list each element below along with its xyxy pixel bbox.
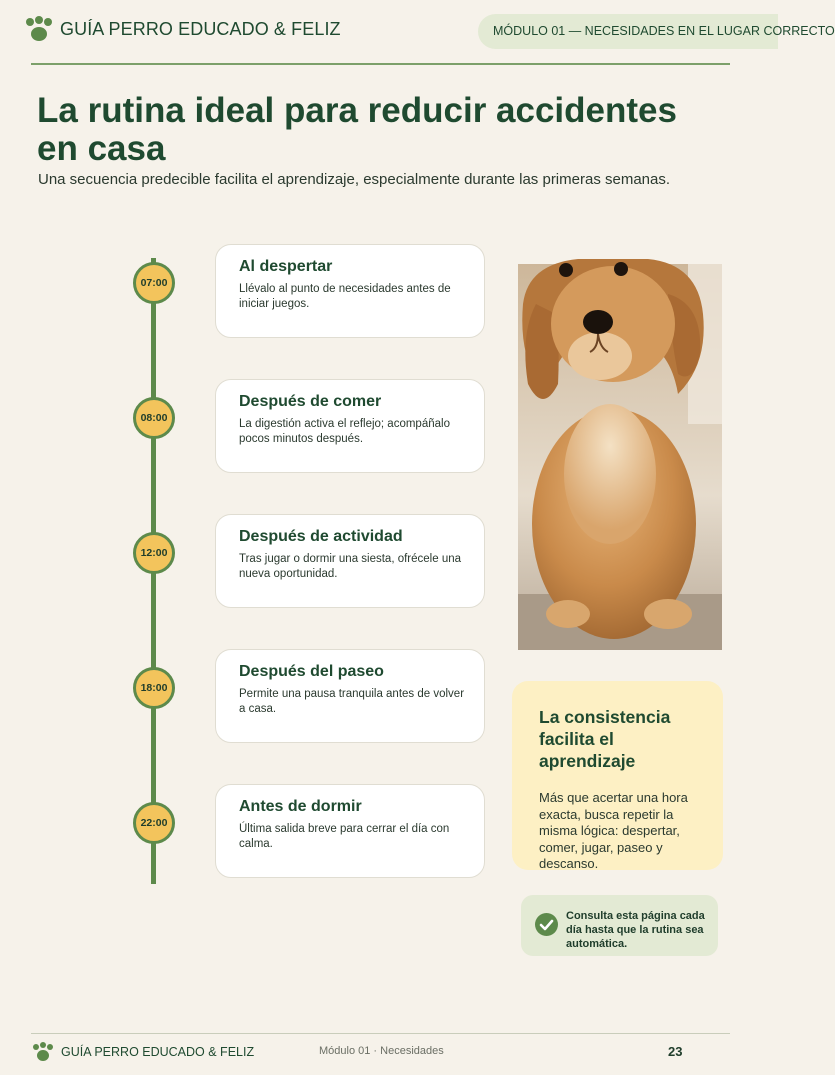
time-marker: 07:00 <box>133 262 175 304</box>
page-title: La rutina ideal para reducir accidentes en casa <box>37 91 677 168</box>
card-title: Al despertar <box>239 258 333 275</box>
paw-icon <box>26 16 52 42</box>
timeline-card <box>215 649 485 743</box>
timeline-card <box>215 379 485 473</box>
time-marker: 22:00 <box>133 802 175 844</box>
card-text: La digestión activa el reflejo; acompáñalo pocos minutos después. <box>239 418 450 445</box>
card-title: Después del paseo <box>239 663 384 680</box>
card-title: Después de actividad <box>239 528 403 545</box>
timeline-card <box>215 784 485 878</box>
time-marker: 12:00 <box>133 532 175 574</box>
time-marker: 18:00 <box>133 667 175 709</box>
note-text: Consulta esta página cada día hasta que la rutina sea automática. <box>566 910 705 950</box>
tip-text: Más que acertar una hora exacta, busca repetir la misma lógica: despertar, comer, jugar, paseo y descanso. <box>539 790 688 871</box>
tip-box <box>512 681 723 870</box>
card-text: Llévalo al punto de necesidades antes de iniciar juegos. <box>239 283 451 310</box>
footer-divider <box>31 1033 730 1034</box>
paw-icon <box>33 1042 53 1062</box>
check-icon <box>535 913 558 936</box>
card-text: Permite una pausa tranquila antes de volver a casa. <box>239 688 465 715</box>
footer-module: Módulo 01 · Necesidades <box>319 1045 444 1057</box>
card-title: Después de comer <box>239 393 382 410</box>
page-header <box>0 0 835 64</box>
card-title: Antes de dormir <box>239 798 362 815</box>
puppy-photo <box>518 264 722 650</box>
footer-brand <box>33 1042 254 1062</box>
card-text: Última salida breve para cerrar el día con calma. <box>239 823 450 850</box>
brand <box>26 16 341 42</box>
timeline-card <box>215 244 485 338</box>
page-subtitle: Una secuencia predecible facilita el aprendizaje, especialmente durante las primeras semanas. <box>38 171 671 188</box>
brand-name: GUÍA PERRO EDUCADO & FELIZ <box>60 18 341 39</box>
card-text: Tras jugar o dormir una siesta, ofrécele una nueva oportunidad. <box>239 553 462 580</box>
reminder-note <box>521 895 718 956</box>
timeline-card <box>215 514 485 608</box>
module-badge: MÓDULO 01 — NECESIDADES EN EL LUGAR CORRECTO <box>478 14 778 49</box>
time-marker: 08:00 <box>133 397 175 439</box>
footer-brand-name: GUÍA PERRO EDUCADO & FELIZ <box>61 1045 255 1059</box>
page-number: 23 <box>668 1044 683 1059</box>
header-divider <box>31 63 730 65</box>
tip-title: La consistencia facilita el aprendizaje <box>539 707 671 771</box>
